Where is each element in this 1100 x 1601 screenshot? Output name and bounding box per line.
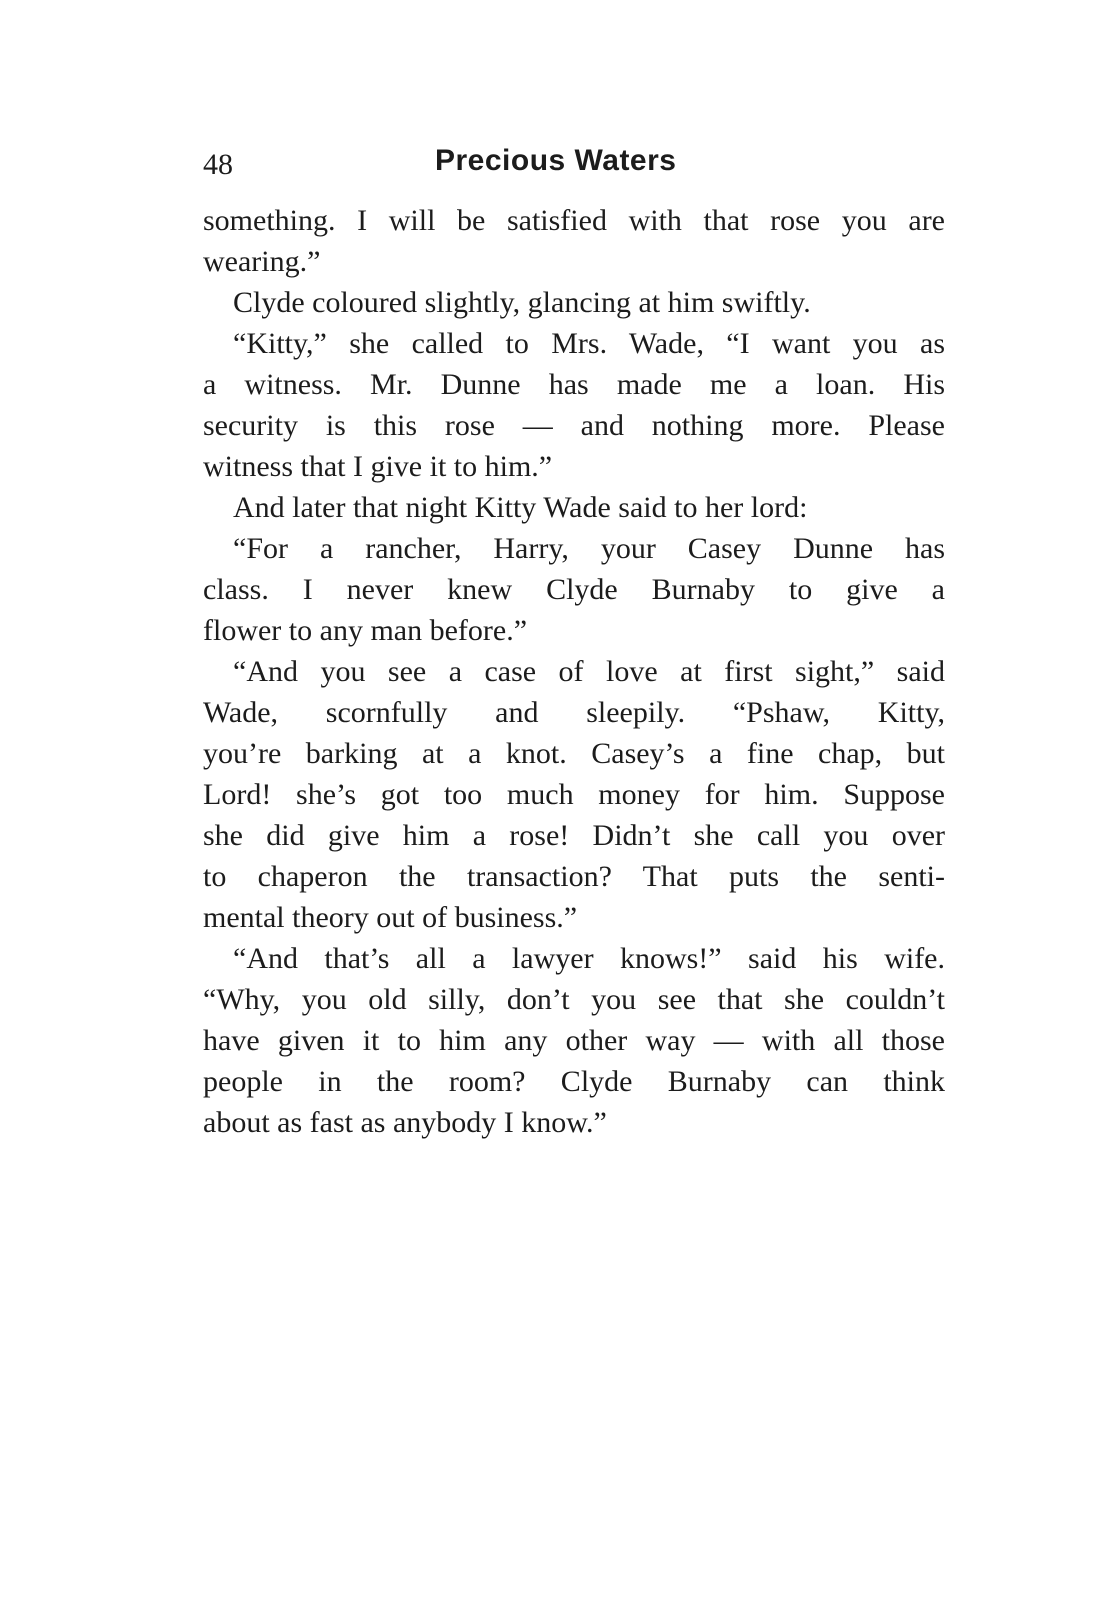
text-line: security is this rose — and nothing more. Please [203,409,945,442]
text-line: have given it to him any other way — with all those [203,1024,945,1057]
body-text [203,200,945,1143]
text-line: about as fast as anybody I know.” [203,1106,607,1139]
text-line: to chaperon the transaction? That puts the senti- [203,860,945,893]
text-line: flower to any man before.” [203,614,528,647]
text-line: something. I will be satisfied with that rose you are [203,204,945,237]
text-line: she did give him a rose! Didn’t she call you over [203,819,945,852]
text-line: you’re barking at a knot. Casey’s a fine chap, but [203,737,945,770]
text-line: wearing.” [203,245,321,278]
running-head [203,143,945,183]
text-line: “Kitty,” she called to Mrs. Wade, “I want you as [233,327,945,360]
text-line: mental theory out of business.” [203,901,578,934]
running-title: Precious Waters [435,144,677,177]
text-line: “Why, you old silly, don’t you see that she couldn’t [203,983,945,1016]
text-line: class. I never knew Clyde Burnaby to give a [203,573,945,606]
text-line: Wade, scornfully and sleepily. “Pshaw, Kitty, [203,696,945,729]
text-line: a witness. Mr. Dunne has made me a loan. His [203,368,945,401]
text-line: Lord! she’s got too much money for him. Suppose [203,778,945,811]
text-line: witness that I give it to him.” [203,450,553,483]
page-number: 48 [203,148,233,181]
text-line: And later that night Kitty Wade said to her lord: [233,491,808,524]
text-line: people in the room? Clyde Burnaby can think [203,1065,945,1098]
text-line: “For a rancher, Harry, your Casey Dunne has [233,532,945,565]
text-line: “And that’s all a lawyer knows!” said his wife. [233,942,945,975]
text-line: Clyde coloured slightly, glancing at him swiftly. [233,286,811,319]
text-line: “And you see a case of love at first sight,” said [233,655,945,688]
